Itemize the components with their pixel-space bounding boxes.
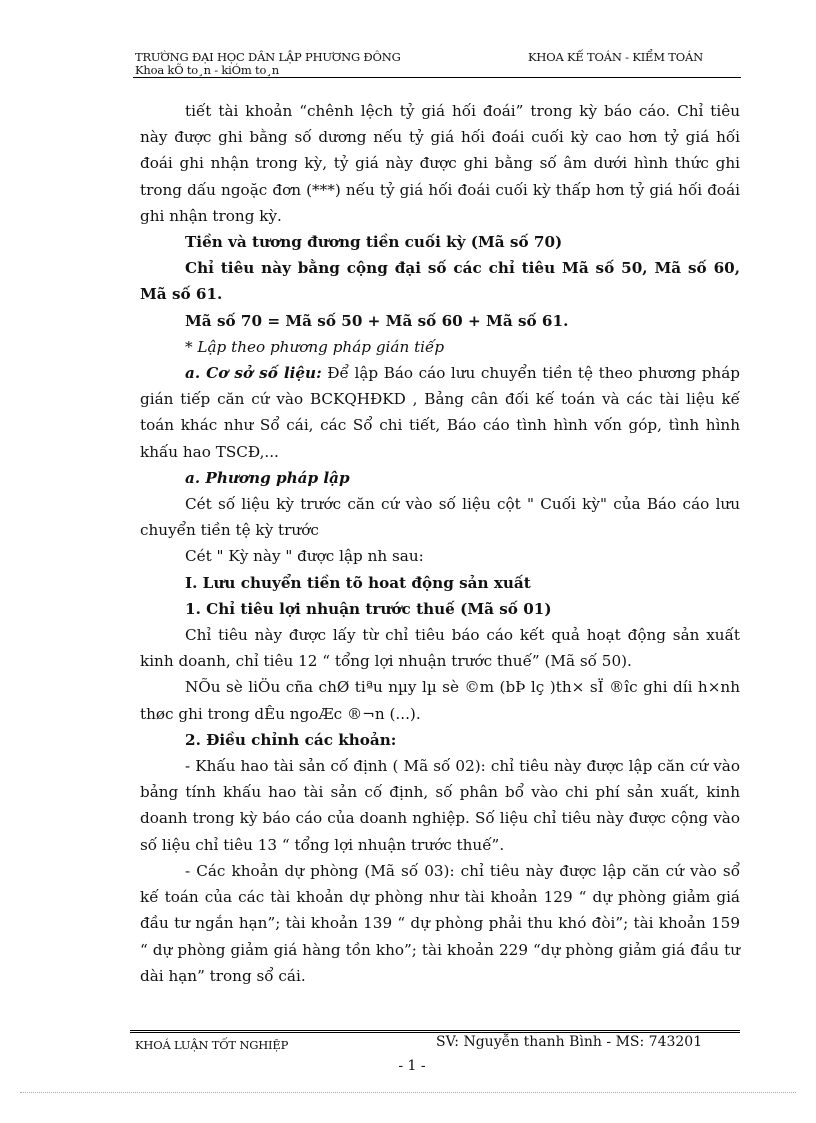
heading-formula-desc: Chỉ tiêu này bằng cộng đại số các chỉ tiêu Mã số 50, Mã số 60, Mã số 61. bbox=[140, 259, 740, 304]
footer-divider bbox=[130, 1030, 740, 1033]
page-number: - 1 - bbox=[398, 1058, 426, 1074]
header-department: KHOA KẾ TOÁN - KIỂM TOÁN bbox=[528, 50, 703, 64]
paragraph-garbled-encoding: NÕu sè liÖu cña chØ tiªu nµy lµ sè ©m (bÞ lç )th× sÏ ®îc ghi díi h×nh thøc ghi trong dÊu ngoÆc ®¬n (...). bbox=[140, 678, 740, 723]
paragraph-provisions: - Các khoản dự phòng (Mã số 03): chỉ tiêu này được lập căn cứ vào sổ kế toán của các tài khoản dự phòng như tài khoản 129 “ dự phòng giảm giá đầu tư ngắn hạn”; tài khoản 139 “ dự phòng phải thu khó đòi”; tài khoản 159 “ dự phòng giảm giá hàng tồn kho”; tài khoản 229 “dự phòng giảm giá đầu tư dài hạn” trong sổ cái. bbox=[140, 861, 740, 985]
heading-formula: Mã số 70 = Mã số 50 + Mã số 60 + Mã số 61. bbox=[185, 311, 569, 330]
paragraph-this-period: Cét " Kỳ này " được lập nh sau: bbox=[185, 547, 424, 566]
header-faculty: Khoa kÕ to¸n - kiÓm to¸n bbox=[135, 63, 279, 77]
page-number-row bbox=[0, 1058, 816, 1074]
heading-item-2: 2. Điều chỉnh các khoản: bbox=[185, 730, 397, 749]
footer-student: SV: Nguyễn thanh Bình - MS: 743201 bbox=[436, 1034, 703, 1050]
data-basis-label: a. Cơ sở số liệu: bbox=[185, 364, 322, 383]
header-school: TRƯỜNG ĐẠI HỌC DÂN LẬP PHƯƠNG ĐÔNG bbox=[135, 50, 401, 64]
paragraph-depreciation: - Khấu hao tài sản cố định ( Mã số 02): chỉ tiêu này được lập căn cứ vào bảng tính khấu hao tài sản cố định, số phân bổ vào chi phí sản xuất, kinh doanh trong kỳ báo cáo của doanh nghiệp. Số liệu chỉ tiêu này được cộng vào số liệu chỉ tiêu 13 “ tổng lợi nhuận trước thuế”. bbox=[140, 757, 740, 854]
paragraph-previous-period: Cét số liệu kỳ trước căn cứ vào số liệu cột " Cuối kỳ" của Báo cáo lưu chuyển tiền tệ kỳ trước bbox=[140, 495, 740, 540]
heading-section-i: I. Lưu chuyển tiền tõ hoat động sản xuất bbox=[185, 573, 531, 592]
paragraph-item-1: Chỉ tiêu này được lấy từ chỉ tiêu báo cáo kết quả hoạt động sản xuất kinh doanh, chỉ tiêu 12 “ tổng lợi nhuận trước thuế” (Mã số 50). bbox=[140, 626, 740, 671]
document-body bbox=[140, 98, 740, 989]
paragraph-data-basis bbox=[140, 360, 740, 465]
heading-item-1: 1. Chỉ tiêu lợi nhuận trước thuế (Mã số 01) bbox=[185, 599, 552, 618]
header-divider bbox=[133, 77, 741, 78]
data-basis-text: Để lập Báo cáo lưu chuyển tiền tệ theo phương pháp gián tiếp căn cứ vào BCKQHĐKD , Bảng cân đối kế toán và các tài liệu kế toán khác như Sổ cái, các Sổ chi tiết, Báo cáo tình hình vốn góp, tình hình khấu hao TSCĐ,... bbox=[140, 364, 740, 461]
heading-preparation-method: a. Phương pháp lập bbox=[185, 468, 350, 487]
page-bottom-border bbox=[20, 1092, 796, 1093]
heading-cash-end-period: Tiền và tương đương tiền cuối kỳ (Mã số 70) bbox=[185, 233, 563, 252]
footer-thesis: KHOÁ LUẬN TỐT NGHIỆP bbox=[135, 1038, 289, 1052]
paragraph-exchange-rate: tiết tài khoản “chênh lệch tỷ giá hối đoái” trong kỳ báo cáo. Chỉ tiêu này được ghi bằng số dương nếu tỷ giá hối đoái cuối kỳ cao hơn tỷ giá hối đoái ghi nhận trong kỳ, tỷ giá này được ghi bằng số âm dưới hình thức ghi trong dấu ngoặc đơn (***) nếu tỷ giá hối đoái cuối kỳ thấp hơn tỷ giá hối đoái ghi nhận trong kỳ. bbox=[140, 102, 740, 225]
indirect-method-note: * Lập theo phương pháp gián tiếp bbox=[185, 337, 445, 356]
